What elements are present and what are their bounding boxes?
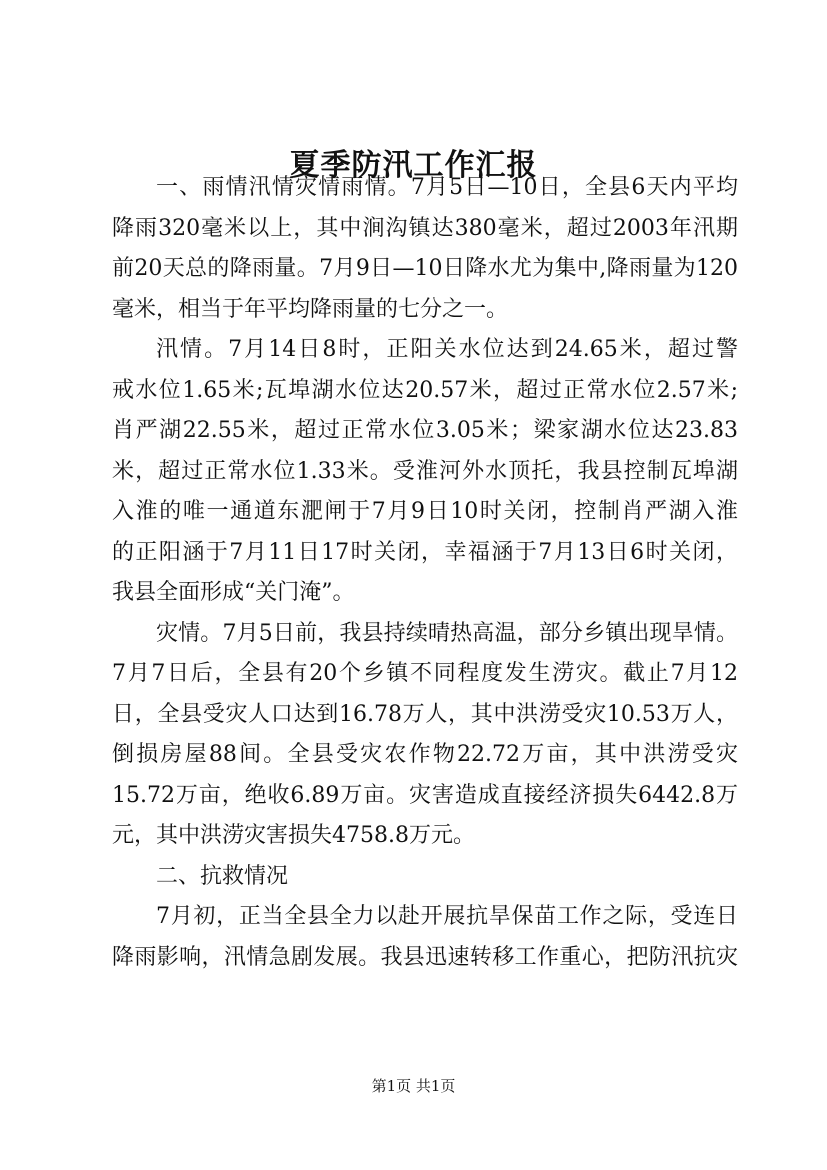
text-line: 前20天总的降雨量。7月9日—10日降水尤为集中,降雨量为120 <box>112 256 738 281</box>
text-line: 肖严湖22.55米，超过正常水位3.05米；梁家湖水位达23.83 <box>112 418 738 443</box>
text-line: 灾情。7月5日前，我县持续晴热高温，部分乡镇出现旱情。 <box>156 620 738 646</box>
text-line: 入淮的唯一通道东淝闸于7月9日10时关闭，控制肖严湖入淮 <box>112 499 738 524</box>
text-line: 降雨320毫米以上，其中涧沟镇达380毫米，超过2003年汛期 <box>112 215 738 241</box>
text-line: 我县全面形成“关门淹”。 <box>112 580 355 605</box>
text-line: 毫米，相当于年平均降雨量的七分之一。 <box>112 296 509 322</box>
text-line: 汛情。7月14日8时，正阳关水位达到24.65米，超过警 <box>156 337 738 362</box>
text-line: 降雨影响，汛情急剧发展。我县迅速转移工作重心，把防汛抗灾 <box>112 944 738 970</box>
text-line: 一、雨情汛情灾情雨情。7月5日—10日，全县6天内平均 <box>156 175 738 200</box>
text-line: 日，全县受灾人口达到16.78万人，其中洪涝受灾10.53万人， <box>112 701 738 727</box>
document-title: 夏季防汛工作汇报 <box>289 148 538 183</box>
text-line: 7月初，正当全县全力以赴开展抗旱保苗工作之际，受连日 <box>156 904 738 929</box>
text-line: 戒水位1.65米;瓦埠湖水位达20.57米，超过正常水位2.57米; <box>112 377 738 403</box>
text-line: 的正阳涵于7月11日17时关闭，幸福涵于7月13日6时关闭， <box>112 539 738 565</box>
text-line: 倒损房屋88间。全县受灾农作物22.72万亩，其中洪涝受灾 <box>112 742 738 767</box>
section-heading: 二、抗救情况 <box>156 863 289 889</box>
text-line: 7月7日后，全县有20个乡镇不同程度发生涝灾。截止7月12 <box>112 661 738 686</box>
document-body <box>112 168 738 978</box>
text-line: 元，其中洪涝灾害损失4758.8万元。 <box>112 823 475 848</box>
text-line: 米，超过正常水位1.33米。受淮河外水顶托，我县控制瓦埠湖 <box>112 458 738 484</box>
page-footer: 第1页 共1页 <box>371 1077 456 1095</box>
text-line: 15.72万亩，绝收6.89万亩。灾害造成直接经济损失6442.8万 <box>112 782 738 808</box>
